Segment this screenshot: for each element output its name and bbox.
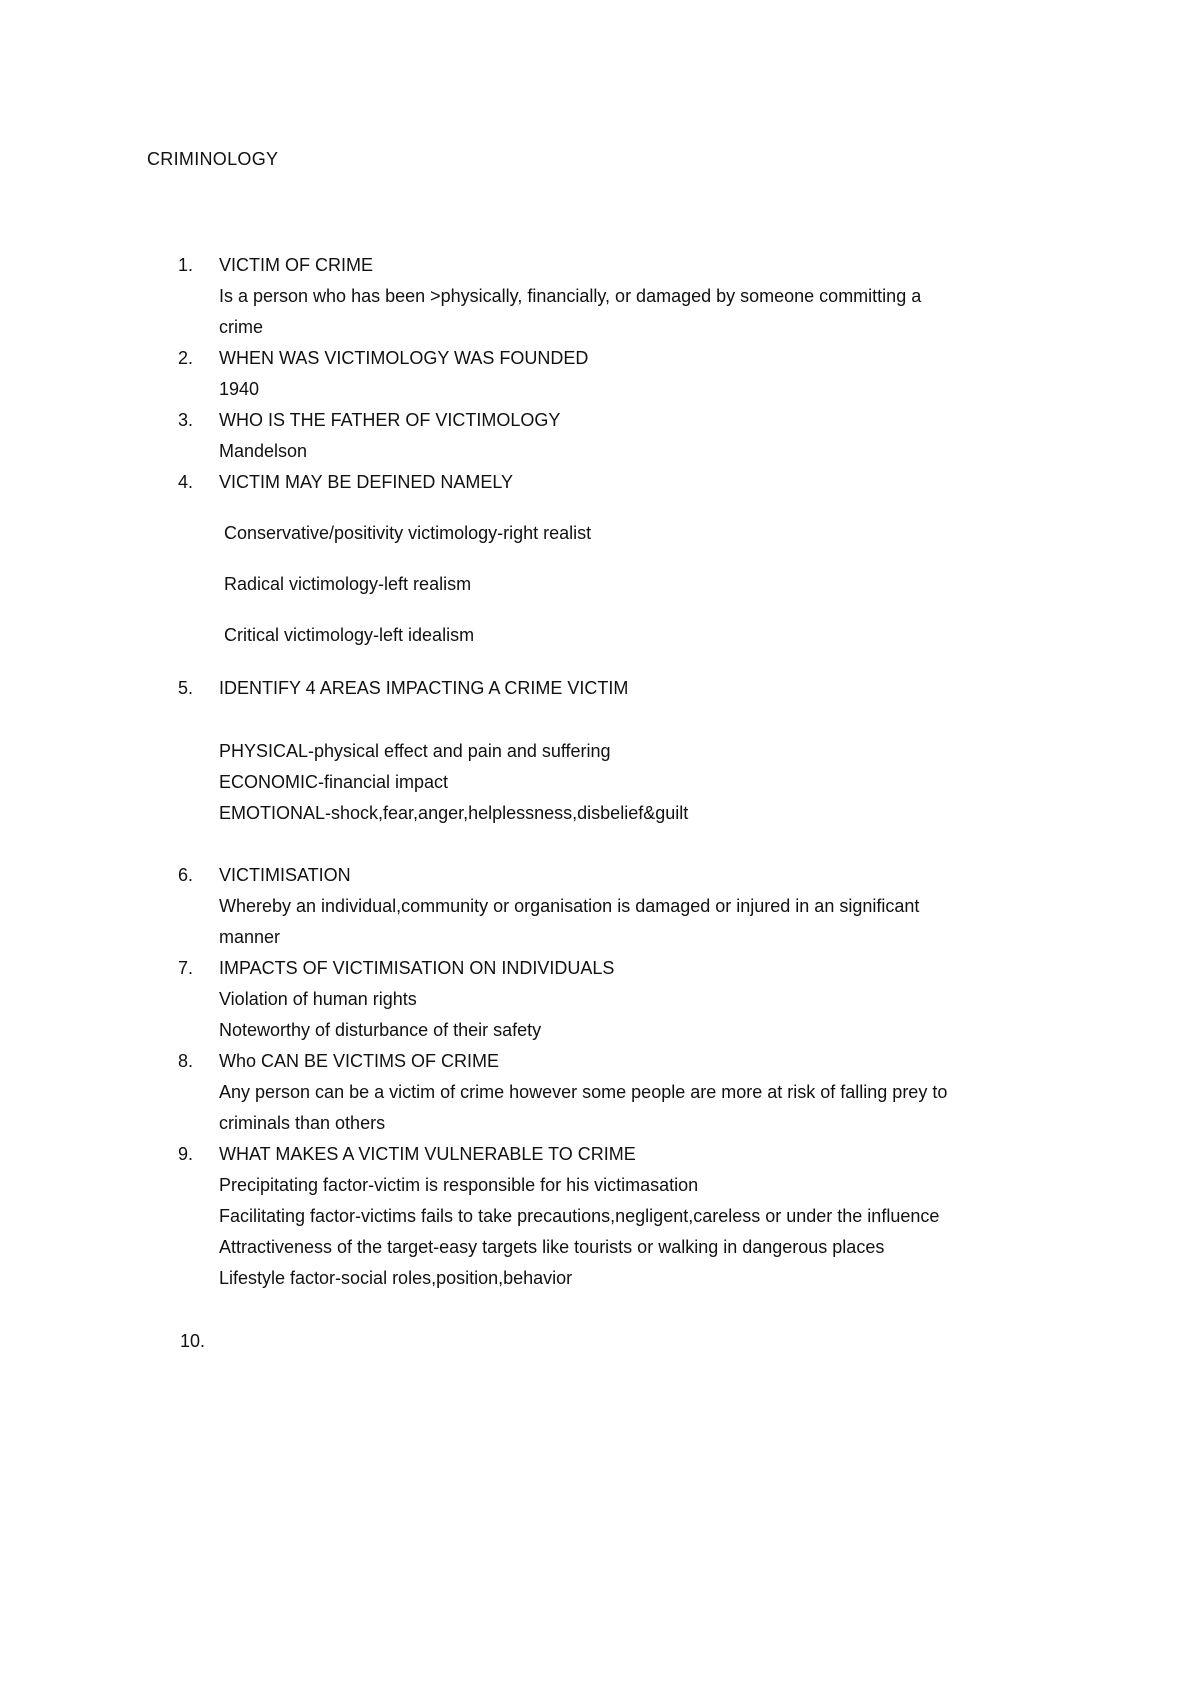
- item-text-line: Attractiveness of the target-easy targets like tourists or walking in dangerous places: [219, 1237, 885, 1257]
- item-number: 3.: [178, 410, 194, 430]
- item-text-line: Conservative/positivity victimology-right realist: [224, 523, 592, 543]
- item-text-line: EMOTIONAL-shock,fear,anger,helplessness,disbelief&guilt: [219, 803, 689, 823]
- item-text-line: Noteworthy of disturbance of their safety: [219, 1020, 542, 1040]
- item-text-line: manner: [219, 927, 281, 947]
- item-heading: WHEN WAS VICTIMOLOGY WAS FOUNDED: [219, 348, 589, 368]
- item-heading: WHAT MAKES A VICTIM VULNERABLE TO CRIME: [219, 1144, 636, 1164]
- item-number: 6.: [178, 865, 194, 885]
- item-text-line: Precipitating factor-victim is responsible for his victimasation: [219, 1175, 699, 1195]
- item-number: 8.: [178, 1051, 194, 1071]
- item-heading: VICTIMISATION: [219, 865, 351, 885]
- item-text-line: PHYSICAL-physical effect and pain and suffering: [219, 741, 611, 761]
- item-text-line: Any person can be a victim of crime however some people are more at risk of falling prey to: [219, 1082, 948, 1102]
- document-title: CRIMINOLOGY: [147, 149, 279, 169]
- item-text-line: Whereby an individual,community or organisation is damaged or injured in an significant: [219, 896, 920, 916]
- item-heading: VICTIM OF CRIME: [219, 255, 373, 275]
- item-text-line: Radical victimology-left realism: [224, 574, 472, 594]
- item-text-line: Violation of human rights: [219, 989, 417, 1009]
- item-heading: Who CAN BE VICTIMS OF CRIME: [219, 1051, 500, 1071]
- item-number: 9.: [178, 1144, 194, 1164]
- item-text-line: Lifestyle factor-social roles,position,behavior: [219, 1268, 573, 1288]
- item-heading: WHO IS THE FATHER OF VICTIMOLOGY: [219, 410, 561, 430]
- item-number: 7.: [178, 958, 194, 978]
- item-text-line: Is a person who has been >physically, financially, or damaged by someone committing a: [219, 286, 922, 306]
- item-text-line: 1940: [219, 379, 260, 399]
- item-heading: IDENTIFY 4 AREAS IMPACTING A CRIME VICTIM: [219, 678, 629, 698]
- item-number: 2.: [178, 348, 194, 368]
- item-heading: VICTIM MAY BE DEFINED NAMELY: [219, 472, 514, 492]
- item-text-line: crime: [219, 317, 263, 337]
- item-text-line: Mandelson: [219, 441, 308, 461]
- item-text-line: Critical victimology-left idealism: [224, 625, 475, 645]
- item-number: 4.: [178, 472, 194, 492]
- item-number-empty: 10.: [180, 1331, 206, 1351]
- item-heading: IMPACTS OF VICTIMISATION ON INDIVIDUALS: [219, 958, 615, 978]
- item-text-line: Facilitating factor-victims fails to take precautions,negligent,careless or under the influence: [219, 1206, 940, 1226]
- item-text-line: ECONOMIC-financial impact: [219, 772, 449, 792]
- item-text-line: criminals than others: [219, 1113, 386, 1133]
- item-number: 5.: [178, 678, 194, 698]
- item-number: 1.: [178, 255, 194, 275]
